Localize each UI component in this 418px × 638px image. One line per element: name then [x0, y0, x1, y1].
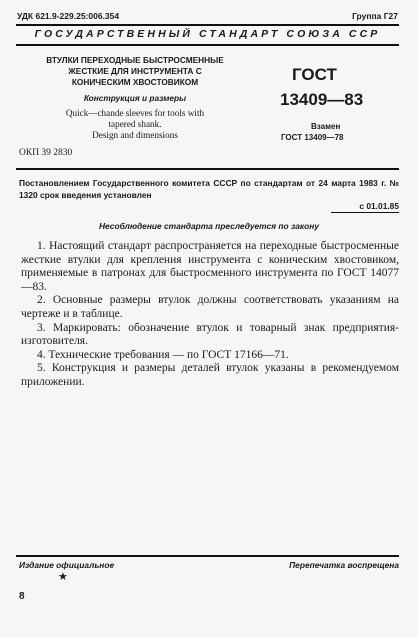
- decree-rule: [16, 168, 399, 170]
- group-code: Группа Г27: [352, 11, 398, 21]
- replaces-value: ГОСТ 13409—78: [281, 133, 344, 142]
- replaces-label: Взамен: [311, 122, 341, 131]
- subtitle-russian: Конструкция и размеры: [83, 93, 187, 103]
- standard-body: [21, 240, 399, 390]
- paragraph-2: 2. Основные размеры втулок должны соответствовать указаниям на чертеже и в таблице.: [21, 294, 399, 320]
- paragraph-3: 3. Маркировать: обозначение втулок и товарный знак предприятия-изготовителя.: [21, 321, 399, 348]
- official-edition: Издание официальное: [19, 560, 115, 570]
- title-english-line3: Design and dimensions: [92, 130, 178, 140]
- page-number: 8: [19, 591, 25, 602]
- banner-rule: [16, 44, 399, 46]
- paragraph-1: 1. Настоящий стандарт распространяется на переходные быстросменные жесткие втулки для крепления инструмента с коническим хвостовиком, применяемые в патронах для быстросменного инструмента по ГОСТ 14077—83.: [21, 240, 399, 293]
- top-rule: [16, 24, 399, 26]
- reprint-prohibited: Перепечатка воспрещена: [289, 560, 399, 570]
- date-underline: [331, 212, 399, 213]
- decree-text: Постановлением Государственного комитета СССР по стандартам от 24 марта 1983 г. № 1320 срок введения установлен: [19, 178, 399, 200]
- title-english-line2: tapered shank.: [108, 119, 162, 129]
- law-warning: Несоблюдение стандарта преследуется по закону: [98, 221, 319, 231]
- title-english: [40, 108, 230, 141]
- udk-code: УДК 621.9-229.25:006.354: [17, 11, 120, 21]
- okp-code: ОКП 39 2830: [19, 148, 73, 158]
- star-icon: ★: [58, 571, 68, 583]
- gost-label: ГОСТ: [292, 65, 337, 84]
- title-russian: ВТУЛКИ ПЕРЕХОДНЫЕ БЫСТРОСМЕННЫЕ ЖЕСТКИЕ ДЛЯ ИНСТРУМЕНТА С КОНИЧЕСКИМ ХВОСТОВИКОМ: [46, 55, 224, 87]
- title-english-line1: Quick—chande sleeves for tools with: [65, 108, 205, 118]
- gost-number: 13409—83: [280, 90, 364, 109]
- paragraph-4: 4. Технические требования — по ГОСТ 17166—71.: [37, 348, 289, 361]
- standard-banner: ГОСУДАРСТВЕННЫЙ СТАНДАРТ СОЮЗА ССР: [34, 28, 381, 40]
- effective-date: с 01.01.85: [359, 201, 399, 211]
- paragraph-5: 5. Конструкция и размеры деталей втулок указаны в рекомендуемом приложении.: [21, 362, 399, 388]
- footer-rule: [16, 555, 399, 557]
